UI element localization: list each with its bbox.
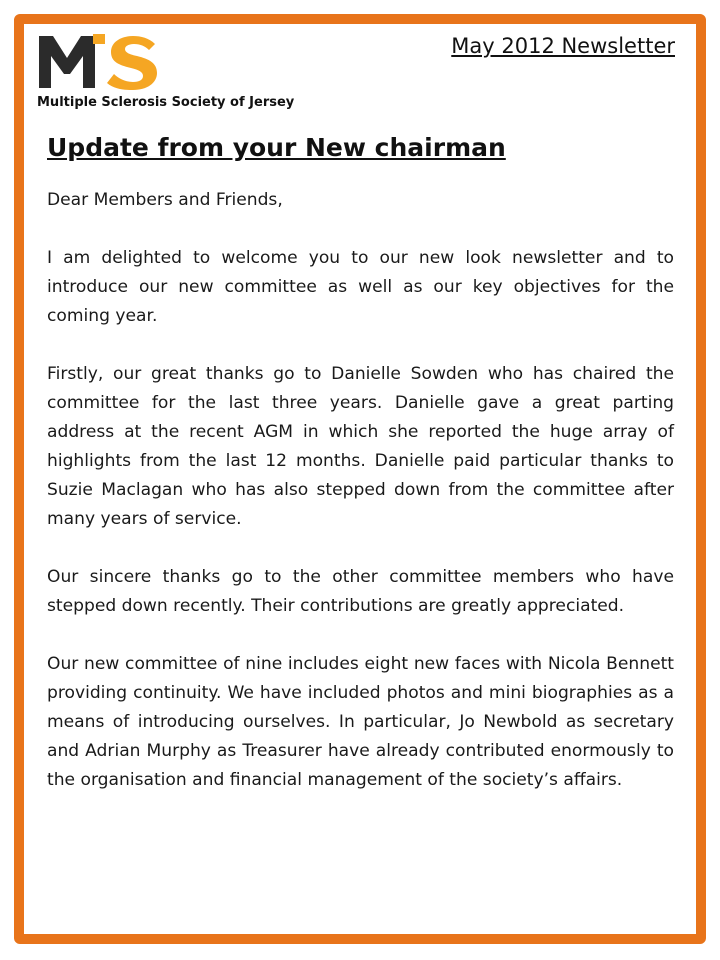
newsletter-issue-title: May 2012 Newsletter (451, 34, 675, 58)
logo-letter-m (39, 36, 95, 88)
article-paragraph: Our new committee of nine includes eight new faces with Nicola Bennett providing continuity. We have included photos and mini biographies as a means of introducing ourselves. In particular, Jo Newbold as secretary and Adrian Murphy as Treasurer have already contributed enormously to the organisation and financial management of the society’s affairs. (47, 654, 674, 790)
article-paragraph: Firstly, our great thanks go to Danielle Sowden who has chaired the committee for the last three years. Danielle gave a great parting address at the recent AGM in which she reported the huge array of highlights from the last 12 months. Danielle paid particular thanks to Suzie Maclagan who has also stepped down from the committee after many years of service. (47, 364, 674, 529)
article-headline: Update from your New chairman (47, 133, 506, 162)
article-paragraph: Our sincere thanks go to the other committee members who have stepped down recently. Their contributions are greatly appreciated. (47, 567, 674, 616)
logo-letter-s (107, 36, 157, 90)
article-paragraph: I am delighted to welcome you to our new look newsletter and to introduce our new committee as well as our key objectives for the coming year. (47, 248, 674, 326)
ms-logo-graphic (37, 32, 161, 90)
logo-accent-block (93, 34, 105, 44)
organization-name: Multiple Sclerosis Society of Jersey (37, 95, 295, 110)
ms-logo (37, 32, 161, 90)
article-greeting: Dear Members and Friends, (47, 190, 283, 210)
article-body (47, 186, 674, 824)
